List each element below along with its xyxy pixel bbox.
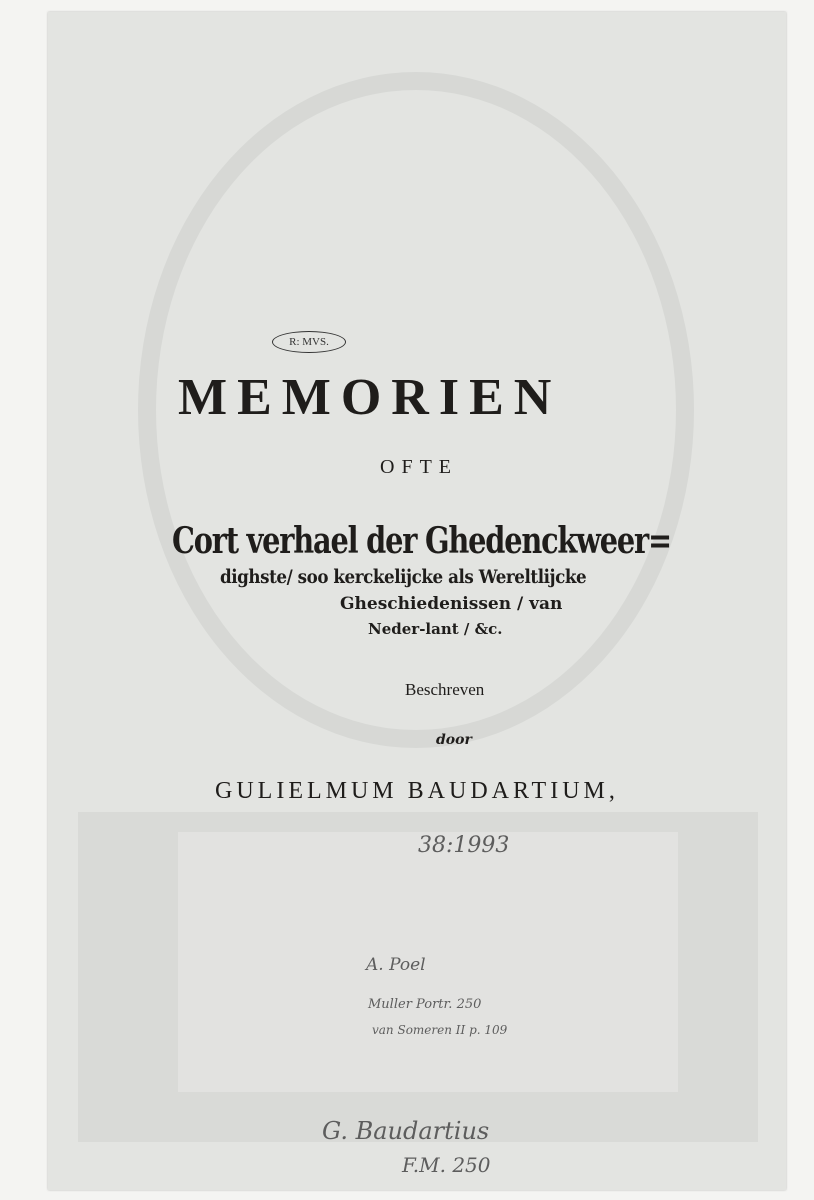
- author-name: GULIELMUM BAUDARTIUM,: [215, 778, 619, 804]
- handwritten-catalog-number: F.M. 250: [402, 1153, 491, 1177]
- door-text: door: [436, 732, 472, 748]
- subtitle-line-1: Cort verhael der Ghedenckweer=: [172, 520, 671, 562]
- bleed-through-inscription-panel: [178, 832, 678, 1092]
- handwritten-reference-2: van Someren II p. 109: [372, 1023, 508, 1037]
- beschreven-text: Beschreven: [405, 680, 485, 699]
- subtitle-line-4: Neder-lant / &c.: [368, 620, 503, 638]
- handwritten-name-note: A. Poel: [366, 955, 426, 975]
- subtitle-line-3: Gheschiedenissen / van: [340, 594, 563, 614]
- handwritten-signature: G. Baudartius: [322, 1117, 490, 1145]
- page-title: MEMORIEN: [178, 369, 562, 426]
- subtitle-line-2: dighste/ soo kerckelijcke als Wereltlijcke: [220, 566, 587, 588]
- ofte-text: OFTE: [380, 456, 458, 478]
- handwritten-inventory-number: 38:1993: [418, 833, 510, 858]
- handwritten-reference-1: Muller Portr. 250: [368, 997, 482, 1012]
- library-stamp: R: MVS.: [272, 331, 346, 353]
